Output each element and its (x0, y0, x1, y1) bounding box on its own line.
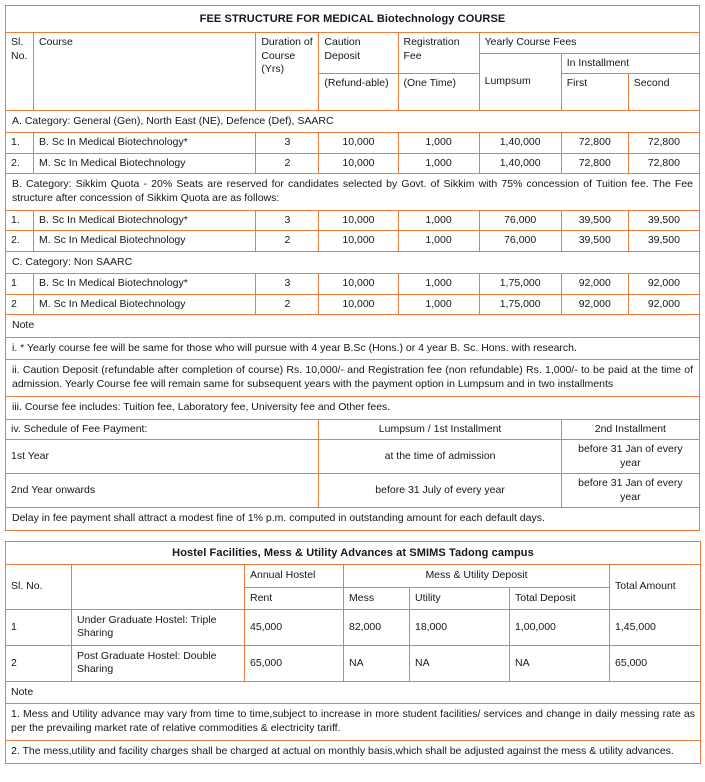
category-b-heading: B. Category: Sikkim Quota - 20% Seats are reserved for candidates selected by Govt. of Sikkim with 75% concession of Tuition fee. The Fee structure after concession of Sikkim Quota are as follows: (6, 174, 700, 211)
hostel-note-label: Note (6, 681, 701, 703)
fee-structure-table (5, 5, 700, 531)
fee-table-title: FEE STRUCTURE FOR MEDICAL Biotechnology COURSE (6, 6, 700, 33)
header-first: First (561, 73, 628, 110)
header-yearly-course-fees: Yearly Course Fees (479, 33, 699, 53)
header-lumpsum: Lumpsum (479, 53, 561, 110)
note-row (6, 704, 701, 741)
cell-first: 92,000 (561, 294, 628, 314)
cell-sl: 2 (6, 294, 34, 314)
category-heading-row (6, 174, 700, 211)
cell-course: M. Sc In Medical Biotechnology (34, 231, 256, 251)
fee-note-i: i. * Yearly course fee will be same for those who will pursue with 4 year B.Sc (Hons.) or 4 year B. Sc. Hons. with research. (6, 337, 700, 360)
header-registration-fee: Registration Fee (398, 33, 479, 74)
fee-table-title-row (6, 6, 700, 33)
header-total-deposit: Total Deposit (510, 587, 610, 609)
cell-course: B. Sc In Medical Biotechnology* (34, 133, 256, 153)
cell-rent: 45,000 (245, 610, 344, 646)
category-heading-row (6, 110, 700, 132)
cell-registration: 1,000 (398, 231, 479, 251)
cell-sl: 1. (6, 133, 34, 153)
category-a-heading: A. Category: General (Gen), North East (NE), Defence (Def), SAARC (6, 110, 700, 132)
table-row (6, 210, 700, 230)
cell-first: 92,000 (561, 274, 628, 294)
schedule-first-installment: before 31 July of every year (319, 474, 561, 508)
cell-mess: 82,000 (344, 610, 410, 646)
cell-lumpsum: 1,75,000 (479, 294, 561, 314)
cell-course: B. Sc In Medical Biotechnology* (34, 210, 256, 230)
fee-header-row-1 (6, 33, 700, 53)
note-label-row (6, 315, 700, 337)
hostel-note-1: 1. Mess and Utility advance may vary from time to time,subject to increase in more student facilities/ services and change in daily messing rate as per the prevailing market rate of relative commodities & electricity tariff. (6, 704, 701, 741)
cell-description: Post Graduate Hostel: Double Sharing (72, 645, 245, 681)
header-mess-utility-deposit: Mess & Utility Deposit (344, 565, 610, 587)
cell-rent: 65,000 (245, 645, 344, 681)
header-duration: Duration of Course (Yrs) (256, 33, 319, 111)
cell-duration: 3 (256, 133, 319, 153)
cell-duration: 3 (256, 210, 319, 230)
category-c-heading: C. Category: Non SAARC (6, 251, 700, 273)
cell-total-amount: 1,45,000 (610, 610, 701, 646)
fee-note-ii: ii. Caution Deposit (refundable after completion of course) Rs. 10,000/- and Registration fee (non refundable) Rs. 1,000/- to be paid at the time of admission. Yearly Course fee will remain same for subsequent years with the payment option in Lumpsum and in two installments (6, 360, 700, 397)
hostel-header-row-1 (6, 565, 701, 587)
cell-duration: 2 (256, 153, 319, 173)
fee-note-iii: iii. Course fee includes: Tuition fee, Laboratory fee, University fee and Other fees. (6, 397, 700, 420)
hostel-note-2: 2. The mess,utility and facility charges shall be charged at actual on monthly basis,which shall be adjusted against the mess & utility advances. (6, 740, 701, 763)
cell-utility: 18,000 (410, 610, 510, 646)
cell-sl: 1. (6, 210, 34, 230)
cell-sl: 1 (6, 610, 72, 646)
cell-caution: 10,000 (319, 153, 398, 173)
header-caution-deposit: Caution Deposit (319, 33, 398, 74)
note-row (6, 337, 700, 360)
cell-mess: NA (344, 645, 410, 681)
cell-registration: 1,000 (398, 294, 479, 314)
cell-sl: 2. (6, 231, 34, 251)
cell-caution: 10,000 (319, 231, 398, 251)
note-row (6, 397, 700, 420)
hostel-table-title-row (6, 542, 701, 565)
category-heading-row (6, 251, 700, 273)
schedule-first-installment: at the time of admission (319, 440, 561, 474)
cell-lumpsum: 76,000 (479, 210, 561, 230)
header-registration-fee-sub: (One Time) (398, 73, 479, 110)
schedule-col-1: Lumpsum / 1st Installment (319, 420, 561, 440)
cell-total-amount: 65,000 (610, 645, 701, 681)
cell-second: 92,000 (628, 274, 699, 294)
header-in-installment: In Installment (561, 53, 699, 73)
cell-description: Under Graduate Hostel: Triple Sharing (72, 610, 245, 646)
note-row (6, 360, 700, 397)
table-row (6, 231, 700, 251)
cell-course: B. Sc In Medical Biotechnology* (34, 274, 256, 294)
hostel-table-title: Hostel Facilities, Mess & Utility Advances at SMIMS Tadong campus (6, 542, 701, 565)
table-row (6, 610, 701, 646)
cell-duration: 3 (256, 274, 319, 294)
header-annual-hostel: Annual Hostel (245, 565, 344, 587)
table-row (6, 274, 700, 294)
header-sl-no: Sl. No. (6, 565, 72, 610)
cell-utility: NA (410, 645, 510, 681)
cell-caution: 10,000 (319, 133, 398, 153)
cell-sl: 1 (6, 274, 34, 294)
cell-caution: 10,000 (319, 294, 398, 314)
cell-second: 92,000 (628, 294, 699, 314)
header-rent: Rent (245, 587, 344, 609)
table-row (6, 645, 701, 681)
cell-second: 72,800 (628, 133, 699, 153)
schedule-period: 2nd Year onwards (6, 474, 319, 508)
hostel-facilities-table (5, 541, 701, 764)
table-row (6, 294, 700, 314)
cell-first: 39,500 (561, 210, 628, 230)
header-caution-deposit-sub: (Refund-able) (319, 73, 398, 110)
cell-lumpsum: 1,40,000 (479, 133, 561, 153)
cell-course: M. Sc In Medical Biotechnology (34, 153, 256, 173)
cell-first: 72,800 (561, 133, 628, 153)
note-row (6, 740, 701, 763)
cell-caution: 10,000 (319, 274, 398, 294)
header-mess: Mess (344, 587, 410, 609)
table-separator (5, 531, 700, 541)
header-second: Second (628, 73, 699, 110)
cell-lumpsum: 1,40,000 (479, 153, 561, 173)
note-label-row (6, 681, 701, 703)
cell-total-deposit: 1,00,000 (510, 610, 610, 646)
schedule-footer-note: Delay in fee payment shall attract a modest fine of 1% p.m. computed in outstanding amount for each default days. (6, 508, 700, 531)
cell-registration: 1,000 (398, 210, 479, 230)
cell-second: 72,800 (628, 153, 699, 173)
header-total-amount: Total Amount (610, 565, 701, 610)
cell-second: 39,500 (628, 231, 699, 251)
cell-caution: 10,000 (319, 210, 398, 230)
header-sl-no: Sl. No. (6, 33, 34, 111)
cell-sl: 2. (6, 153, 34, 173)
cell-lumpsum: 76,000 (479, 231, 561, 251)
cell-registration: 1,000 (398, 133, 479, 153)
fee-note-label: Note (6, 315, 700, 337)
schedule-second-installment: before 31 Jan of every year (561, 440, 699, 474)
cell-second: 39,500 (628, 210, 699, 230)
schedule-row (6, 440, 700, 474)
table-row (6, 133, 700, 153)
cell-first: 72,800 (561, 153, 628, 173)
cell-duration: 2 (256, 294, 319, 314)
schedule-footer-row (6, 508, 700, 531)
cell-duration: 2 (256, 231, 319, 251)
header-utility: Utility (410, 587, 510, 609)
cell-registration: 1,000 (398, 153, 479, 173)
schedule-row (6, 474, 700, 508)
cell-registration: 1,000 (398, 274, 479, 294)
schedule-col-2: 2nd Installment (561, 420, 699, 440)
schedule-header-row (6, 420, 700, 440)
header-course: Course (34, 33, 256, 111)
cell-first: 39,500 (561, 231, 628, 251)
cell-total-deposit: NA (510, 645, 610, 681)
schedule-second-installment: before 31 Jan of every year (561, 474, 699, 508)
cell-lumpsum: 1,75,000 (479, 274, 561, 294)
cell-course: M. Sc In Medical Biotechnology (34, 294, 256, 314)
cell-sl: 2 (6, 645, 72, 681)
table-row (6, 153, 700, 173)
header-description (72, 565, 245, 610)
schedule-label: iv. Schedule of Fee Payment: (6, 420, 319, 440)
schedule-period: 1st Year (6, 440, 319, 474)
